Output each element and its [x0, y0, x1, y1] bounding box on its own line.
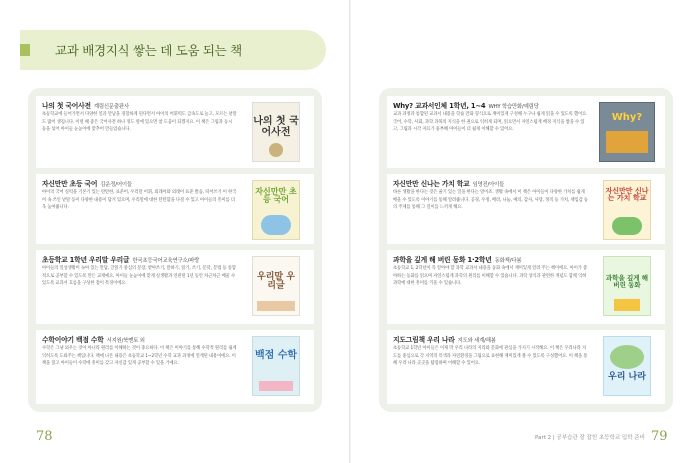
book-publisher: 지도와 세계/해봄: [457, 338, 496, 344]
book-card: [387, 330, 665, 404]
book-publisher: 계림신문출판사: [93, 104, 129, 110]
book-publisher: 한국초등국어교육연구소/파랑: [132, 258, 200, 264]
book-cover: [599, 102, 655, 162]
book-card: [36, 96, 314, 168]
book-card: [387, 250, 665, 324]
book-publisher: 서지원/북멘토 외: [106, 338, 145, 344]
book-cover: [252, 180, 300, 240]
book-cover: [603, 336, 651, 396]
left-book-panel: [28, 88, 322, 412]
book-card: [36, 174, 314, 244]
book-cover: [252, 336, 300, 396]
book-description: 초등학교 1, 2학년이 꼭 알아야 할 과학 교과서 내용을 동화 속에서 재미있게 알려 주는 책이에요. 아이가 좋아하는 동화를 읽으며 자연스럽게 과학의 원리를 이해할 수 있습니다. 과학 상식과 관련한 개념도 함께 익혀 과학에 대한 흥미를 키울 수 있습니다.: [393, 266, 588, 287]
book-publisher: 김운정/어이들: [100, 182, 132, 188]
book-title: 초등학교 1학년 우리말 우리글 한국초등국어교육연구소/파랑: [42, 256, 200, 264]
book-cover-title: 과학을 깊게 해 버린 동화: [605, 274, 649, 289]
book-cover-title: 나의 첫 국어사전: [253, 116, 299, 138]
section-header: [20, 30, 326, 70]
book-title: 과학을 깊게 해 버린 동화 1·2학년 동화책/다봄: [393, 256, 522, 264]
book-description: 바른 생활을 한다는 것은 줄기 있는 일을 한다는 말이죠. 생활 속에서 이 책은 아이들이 다양한 가치를 쉽게 배울 수 있도록 이야기를 통해 알려줍니다. 공경, 우정, 배려, 나눔, 예의, 감사, 사랑, 정직 등 가치, 책임감 등의 주제를 통해 그 깊이를 느끼게 해요.: [393, 190, 588, 211]
book-card: [36, 330, 314, 404]
book-card: [387, 96, 665, 168]
section-title: 교과 배경지식 쌓는 데 도움 되는 책: [55, 43, 242, 58]
book-cover: [603, 180, 651, 240]
book-card: [36, 250, 314, 324]
book-publisher: WHY 학습만화/예림당: [488, 104, 539, 110]
book-cover-title: 우리말 우리글: [257, 272, 295, 292]
page-number-right: 79: [651, 429, 668, 444]
book-description: 초등학교 1학년 아이들은 이제 막 우리 나라의 지리와 문화에 관심을 가지기 시작해요. 이 책은 우리나라 지도를 중심으로 각 지역의 특색과 자연환경을 그림으로 표현해 재미있게 볼 수 있도록 구성했어요. 이 책을 통해 우리 나라 곳곳을 탐험하며 이해할 수 있어요.: [393, 346, 588, 367]
book-cover-title: 자신만만 신나는 가치 학교: [605, 186, 649, 203]
book-title: 자신만만 신나는 가치 학교 임영진/아이들: [393, 180, 505, 188]
book-card: [387, 174, 665, 244]
book-description: 교과 과정과 통합된 교과서 내용을 학습 만화 형식으로 재미있게 구성해 누구나 쉽게 읽을 수 있도록 했어요. 국어, 수학, 사회, 과학 과목의 지식을 한 권으로 익히게 되며, 읽으면서 자연스럽게 배경 지식을 쌓을 수 있고, 그림과 시각 자료가 풍부해 아이들이 더 쉽게 이해할 수 있어요.: [393, 112, 588, 133]
book-title: 자신만만 초등 국어 김운정/어이들: [42, 180, 132, 188]
book-publisher: 임영진/아이들: [472, 182, 505, 188]
book-description: 초등학교에 들어가면서 다양한 일과 만남을 경험하게 된다면서 아이의 어휘력도 급속도로 늘고, 모르는 낱말도 많이 생깁니다. 이럴 때 좋은 국어사전 하나 정도 옆에 있으면 참 도움이 되겠지요. 이 책은 그림과 동시 등을 섞어 아이들 눈높이에 맞추어 만들었습니다.: [42, 112, 237, 133]
header-accent-bar: [20, 44, 30, 56]
book-title: Why? 교과서인체 1학년, 1~4 WHY 학습만화/예림당: [393, 102, 539, 110]
book-cover-title: 자신만만 초등 국어: [255, 186, 297, 205]
book-title: 수학이야기 백점 수학 서지원/북멘토 외: [42, 336, 145, 344]
book-cover: [603, 256, 651, 316]
book-title: 지도그림책 우리 나라 지도와 세계/해봄: [393, 336, 496, 344]
book-publisher: 동화책/다봄: [494, 258, 522, 264]
book-description: 아이의 국어 실력을 기본기 있는 탄탄한, 표준어, 우리말 어휘, 외래어와 외래어 표준 발음, 띄어쓰기 이 한국어 속 쓰인 낱말 동이 다양한 내용이 담겨 있으며, 우리말에 대한 탄탄함을 다질 수 있고 아이들의 흥미를 더욱 높여줍니다.: [42, 190, 237, 211]
book-cover-title: 백점 수학: [254, 350, 298, 361]
book-cover: [252, 102, 300, 162]
book-cover-title: Why?: [611, 112, 643, 123]
book-cover-title: 우리 나라: [608, 372, 646, 382]
page-gutter: [349, 0, 351, 463]
page-footer: Part 2 | 공부습관 잘 잡힌 초등학교 입학 준비: [535, 435, 645, 441]
book-title: 나의 첫 국어사전 계림신문출판사: [42, 102, 129, 110]
right-book-panel: [379, 88, 673, 412]
page-number-left: 78: [36, 429, 53, 444]
book-description: 수학은 그냥 외우는 것이 아니라 원리를 이해하는 것이 중요하다. 이 책은 이야기를 통해 수학적 원리를 쉽게 익히도록 도와주는 책입니다. 책에 나온 내용은 초등학교 1~2학년 수학 교과 과정에 연계된 내용이에요. 이 책을 읽고 아이들이 수학에 흥미를 갖고 자신감 있게 공부할 수 있을 거예요.: [42, 346, 237, 367]
book-cover: [252, 256, 300, 316]
book-description: 아이들의 일상생활이 녹아 있는 만담, 글읽기 중심의 문장, 받아쓰기, 말하기, 읽기, 쓰기, 문학, 문법 등 통합적으로 공부할 수 있도록 만든 교재예요. 아이들 눈높이에 맞게 실생활과 연관된 1년 동안 차근차근 배울 수 있도록 교과서 흐름을 구성한 점이 특징이에요.: [42, 266, 236, 287]
